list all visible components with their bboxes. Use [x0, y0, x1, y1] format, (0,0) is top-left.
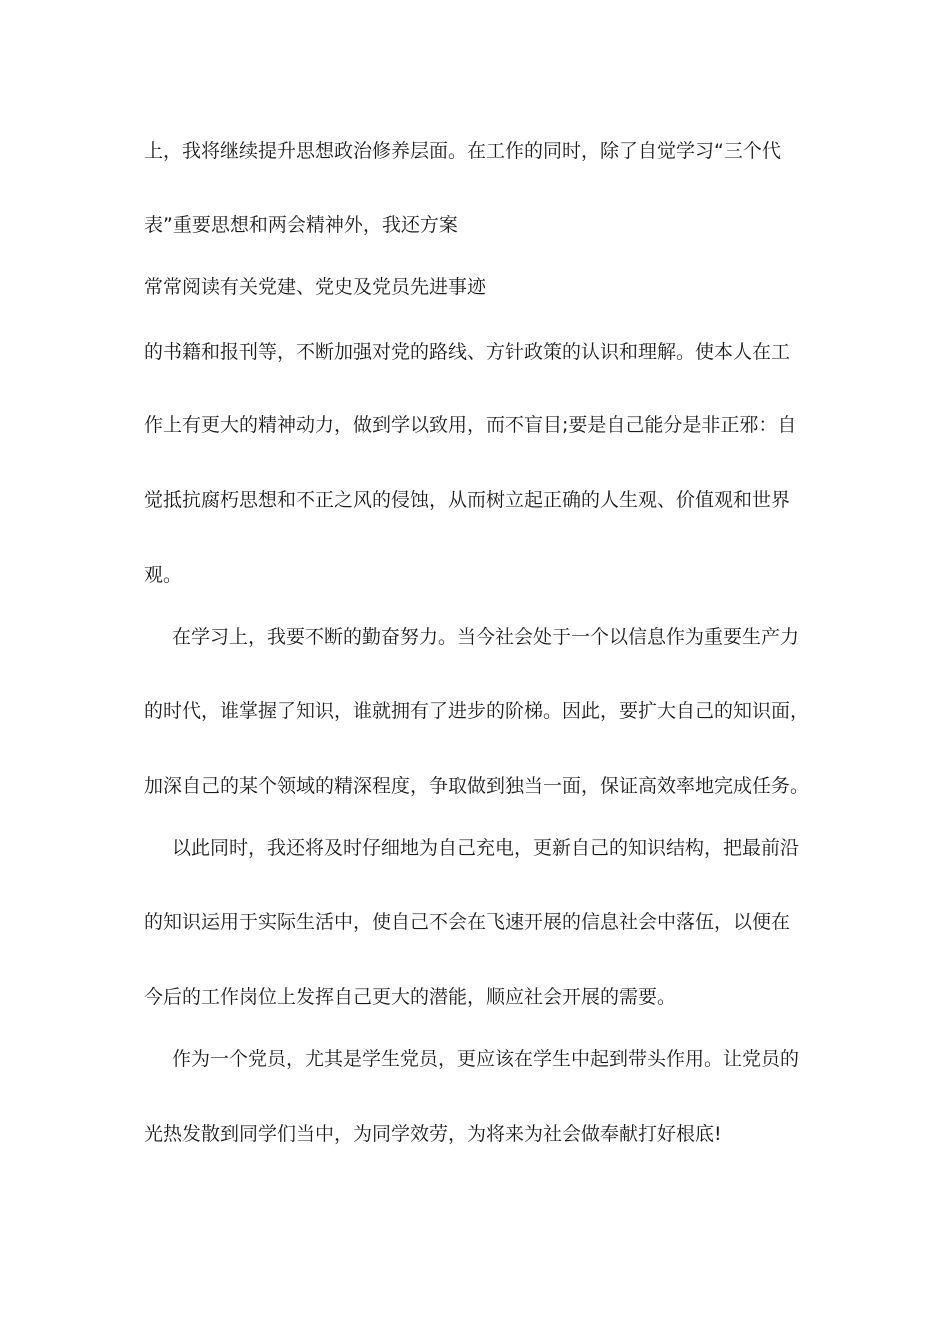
- text-line: 的书籍和报刊等，不断加强对党的路线、方针政策的认识和理解。使本人在工: [144, 341, 791, 363]
- text-line: 常常阅读有关党建、党史及党员先进事迹: [144, 276, 487, 298]
- text-line: 光热发散到同学们当中，为同学效劳，为将来为社会做奉献打好根底!: [144, 1123, 722, 1145]
- paragraph-start-line: 以此同时，我还将及时仔细地为自己充电，更新自己的知识结构，把最前沿: [172, 837, 800, 859]
- text-line: 作上有更大的精神动力，做到学以致用，而不盲目;要是自己能分是非正邪：自: [144, 414, 797, 436]
- text-line: 加深自己的某个领域的精深程度，争取做到独当一面，保证高效率地完成任务。: [144, 775, 810, 797]
- text-line: 表”重要思想和两会精神外，我还方案: [144, 214, 458, 236]
- text-line: 今后的工作岗位上发挥自己更大的潜能，顺应社会开展的需要。: [144, 986, 677, 1008]
- text-line: 觉抵抗腐朽思想和不正之风的侵蚀，从而树立起正确的人生观、价值观和世界: [144, 489, 791, 511]
- paragraph-start-line: 作为一个党员，尤其是学生党员，更应该在学生中起到带头作用。让党员的: [172, 1048, 800, 1070]
- text-line: 的知识运用于实际生活中，使自己不会在飞速开展的信息社会中落伍，以便在: [144, 911, 791, 933]
- paragraph-start-line: 在学习上，我要不断的勤奋努力。当今社会处于一个以信息作为重要生产力: [172, 626, 800, 648]
- text-line: 的时代，谁掌握了知识，谁就拥有了进步的阶梯。因此，要扩大自己的知识面，: [144, 700, 810, 722]
- text-line: 观。: [144, 564, 183, 586]
- text-line: 上，我将继续提升思想政治修养层面。在工作的同时，除了自觉学习“三个代: [144, 140, 781, 162]
